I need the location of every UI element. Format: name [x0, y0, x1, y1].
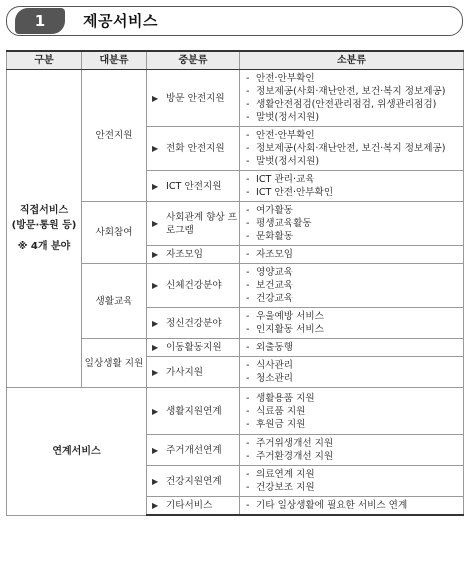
jungbunryu-item	[152, 341, 239, 354]
jungbunryu-label: 생활지원연계	[166, 405, 222, 417]
triangle-bullet-icon: ▶	[152, 445, 159, 455]
gubun-direct-label: 직접서비스	[19, 205, 69, 216]
sobunryu-list	[246, 341, 459, 354]
sobunryu-item: - 문화활동	[246, 230, 459, 243]
header-daebunryu: 대분류	[82, 51, 147, 70]
sobunryu-item: - ICT 안전·안부확인	[246, 186, 459, 199]
sobunryu-list	[246, 248, 459, 261]
triangle-bullet-icon: ▶	[152, 406, 159, 416]
jungbunryu-label: ICT 안전지원	[166, 180, 222, 192]
jungbunryu-label: 기타서비스	[166, 500, 213, 511]
header-sobunryu: 소분류	[240, 51, 464, 70]
section-banner	[6, 6, 463, 36]
sobunryu-list	[246, 204, 459, 243]
service-table	[6, 50, 464, 516]
jungbunryu-cell	[147, 171, 240, 202]
sobunryu-cell	[240, 264, 464, 308]
table-header-row	[7, 51, 464, 70]
jungbunryu-item	[152, 444, 239, 457]
triangle-bullet-icon: ▶	[152, 476, 159, 486]
sobunryu-cell	[240, 171, 464, 202]
jungbunryu-cell	[147, 339, 240, 357]
sobunryu-item: - 자조모임	[246, 248, 459, 261]
sobunryu-item: - 의료연계 지원	[246, 468, 459, 481]
jungbunryu-cell	[147, 70, 240, 127]
sobunryu-list	[246, 468, 459, 494]
sobunryu-item: - 식료품 지원	[246, 405, 459, 418]
daebunryu-label: 일상생활 지원	[84, 357, 144, 369]
sobunryu-cell	[240, 388, 464, 435]
sobunryu-list	[246, 392, 459, 431]
sobunryu-item: - 생활안전점검(안전관리점검, 위생관리점검)	[246, 98, 459, 111]
sobunryu-cell	[240, 435, 464, 466]
sobunryu-item: - 외출동행	[246, 341, 459, 354]
sobunryu-item: - 기타 일상생활에 필요한 서비스 연계	[246, 499, 459, 512]
jungbunryu-cell	[147, 435, 240, 466]
service-table-body	[7, 51, 464, 515]
table-row	[7, 388, 464, 435]
sobunryu-list	[246, 72, 459, 124]
triangle-bullet-icon: ▶	[152, 343, 159, 352]
jungbunryu-item	[152, 142, 239, 155]
gubun-direct-label: (방문·통원 등)	[11, 220, 77, 231]
jungbunryu-item	[152, 248, 239, 261]
triangle-bullet-icon: ▶	[152, 367, 159, 377]
jungbunryu-item	[152, 475, 239, 488]
sobunryu-item: - 주거위생개선 지원	[246, 437, 459, 450]
sobunryu-item: - 말벗(정서지원)	[246, 111, 459, 124]
daebunryu-cell	[82, 70, 147, 202]
sobunryu-item: - 식사관리	[246, 359, 459, 372]
jungbunryu-item	[152, 366, 239, 379]
jungbunryu-label: 건강지원연계	[166, 475, 222, 487]
section-number-badge: 1	[15, 8, 65, 34]
triangle-bullet-icon: ▶	[152, 318, 159, 328]
sobunryu-cell	[240, 246, 464, 264]
sobunryu-list	[246, 359, 459, 385]
sobunryu-cell	[240, 127, 464, 171]
triangle-bullet-icon: ▶	[152, 501, 159, 510]
sobunryu-cell	[240, 497, 464, 516]
sobunryu-item: - 안전·안부확인	[246, 72, 459, 85]
jungbunryu-cell	[147, 127, 240, 171]
jungbunryu-cell	[147, 497, 240, 516]
jungbunryu-label: 신체건강분야	[166, 280, 222, 291]
sobunryu-list	[246, 310, 459, 336]
jungbunryu-cell	[147, 308, 240, 339]
sobunryu-item: - 말벗(정서지원)	[246, 155, 459, 168]
jungbunryu-cell	[147, 246, 240, 264]
jungbunryu-label: 정신건강분야	[166, 317, 222, 329]
daebunryu-cell	[82, 264, 147, 339]
jungbunryu-label: 가사지원	[166, 366, 204, 378]
sobunryu-item: - 평생교육활동	[246, 217, 459, 230]
triangle-bullet-icon: ▶	[152, 181, 159, 191]
triangle-bullet-icon: ▶	[152, 144, 159, 153]
sobunryu-item: - 영양교육	[246, 266, 459, 279]
sobunryu-item: - 보건교육	[246, 279, 459, 292]
jungbunryu-label: 전화 안전지원	[166, 143, 225, 154]
sobunryu-list	[246, 129, 459, 168]
sobunryu-item: - 건강보조 지원	[246, 481, 459, 494]
daebunryu-label: 안전지원	[95, 130, 133, 141]
sobunryu-cell	[240, 308, 464, 339]
sobunryu-item: - 청소관리	[246, 372, 459, 385]
jungbunryu-label: 자조모임	[166, 249, 204, 260]
sobunryu-cell	[240, 357, 464, 388]
sobunryu-item: - 우울예방 서비스	[246, 310, 459, 323]
sobunryu-item: - 생활용품 지원	[246, 392, 459, 405]
gubun-direct-cell	[7, 70, 82, 388]
sobunryu-item: - 인지활동 서비스	[246, 323, 459, 336]
sobunryu-item: - 여가활동	[246, 204, 459, 217]
daebunryu-label: 생활교육	[95, 295, 133, 307]
sobunryu-item: - 건강교육	[246, 292, 459, 305]
header-gubun: 구분	[7, 51, 82, 70]
header-jungbunryu: 중분류	[147, 51, 240, 70]
triangle-bullet-icon: ▶	[152, 219, 159, 228]
gubun-linked-label: 연계서비스	[52, 445, 101, 457]
sobunryu-cell	[240, 70, 464, 127]
sobunryu-item: - 주거환경개선 지원	[246, 450, 459, 463]
sobunryu-list	[246, 437, 459, 463]
jungbunryu-label: 주거개선연계	[166, 444, 222, 456]
sobunryu-item: - 안전·안부확인	[246, 129, 459, 142]
gubun-linked-cell	[7, 388, 147, 516]
jungbunryu-item	[152, 317, 239, 330]
sobunryu-list	[246, 499, 459, 512]
sobunryu-cell	[240, 202, 464, 246]
jungbunryu-item	[152, 499, 239, 512]
jungbunryu-cell	[147, 466, 240, 497]
jungbunryu-label: 사회관계 향상 프로그램	[166, 211, 237, 236]
daebunryu-cell	[82, 339, 147, 388]
sobunryu-cell	[240, 339, 464, 357]
gubun-direct-note: ※ 4개 분야	[17, 241, 71, 252]
triangle-bullet-icon: ▶	[152, 93, 159, 103]
jungbunryu-cell	[147, 357, 240, 388]
jungbunryu-item	[152, 180, 239, 193]
sobunryu-item: - 정보제공(사회·재난안전, 보건·복지 정보제공)	[246, 142, 459, 155]
jungbunryu-label: 방문 안전지원	[166, 92, 225, 104]
jungbunryu-item	[152, 279, 239, 292]
jungbunryu-cell	[147, 264, 240, 308]
jungbunryu-item	[152, 405, 239, 418]
jungbunryu-item	[152, 92, 239, 105]
sobunryu-item: - 정보제공(사회·재난안전, 보건·복지 정보제공)	[246, 85, 459, 98]
sobunryu-list	[246, 266, 459, 305]
table-row	[7, 70, 464, 127]
sobunryu-item: - 후원금 지원	[246, 418, 459, 431]
jungbunryu-label: 이동활동지원	[166, 342, 222, 353]
triangle-bullet-icon: ▶	[152, 281, 159, 290]
daebunryu-label: 사회참여	[95, 227, 133, 238]
triangle-bullet-icon: ▶	[152, 250, 159, 259]
jungbunryu-cell	[147, 202, 240, 246]
sobunryu-list	[246, 173, 459, 199]
jungbunryu-cell	[147, 388, 240, 435]
section-title: 제공서비스	[83, 12, 158, 30]
jungbunryu-item	[152, 211, 239, 237]
sobunryu-item: - ICT 관리·교육	[246, 173, 459, 186]
sobunryu-cell	[240, 466, 464, 497]
daebunryu-cell	[82, 202, 147, 264]
